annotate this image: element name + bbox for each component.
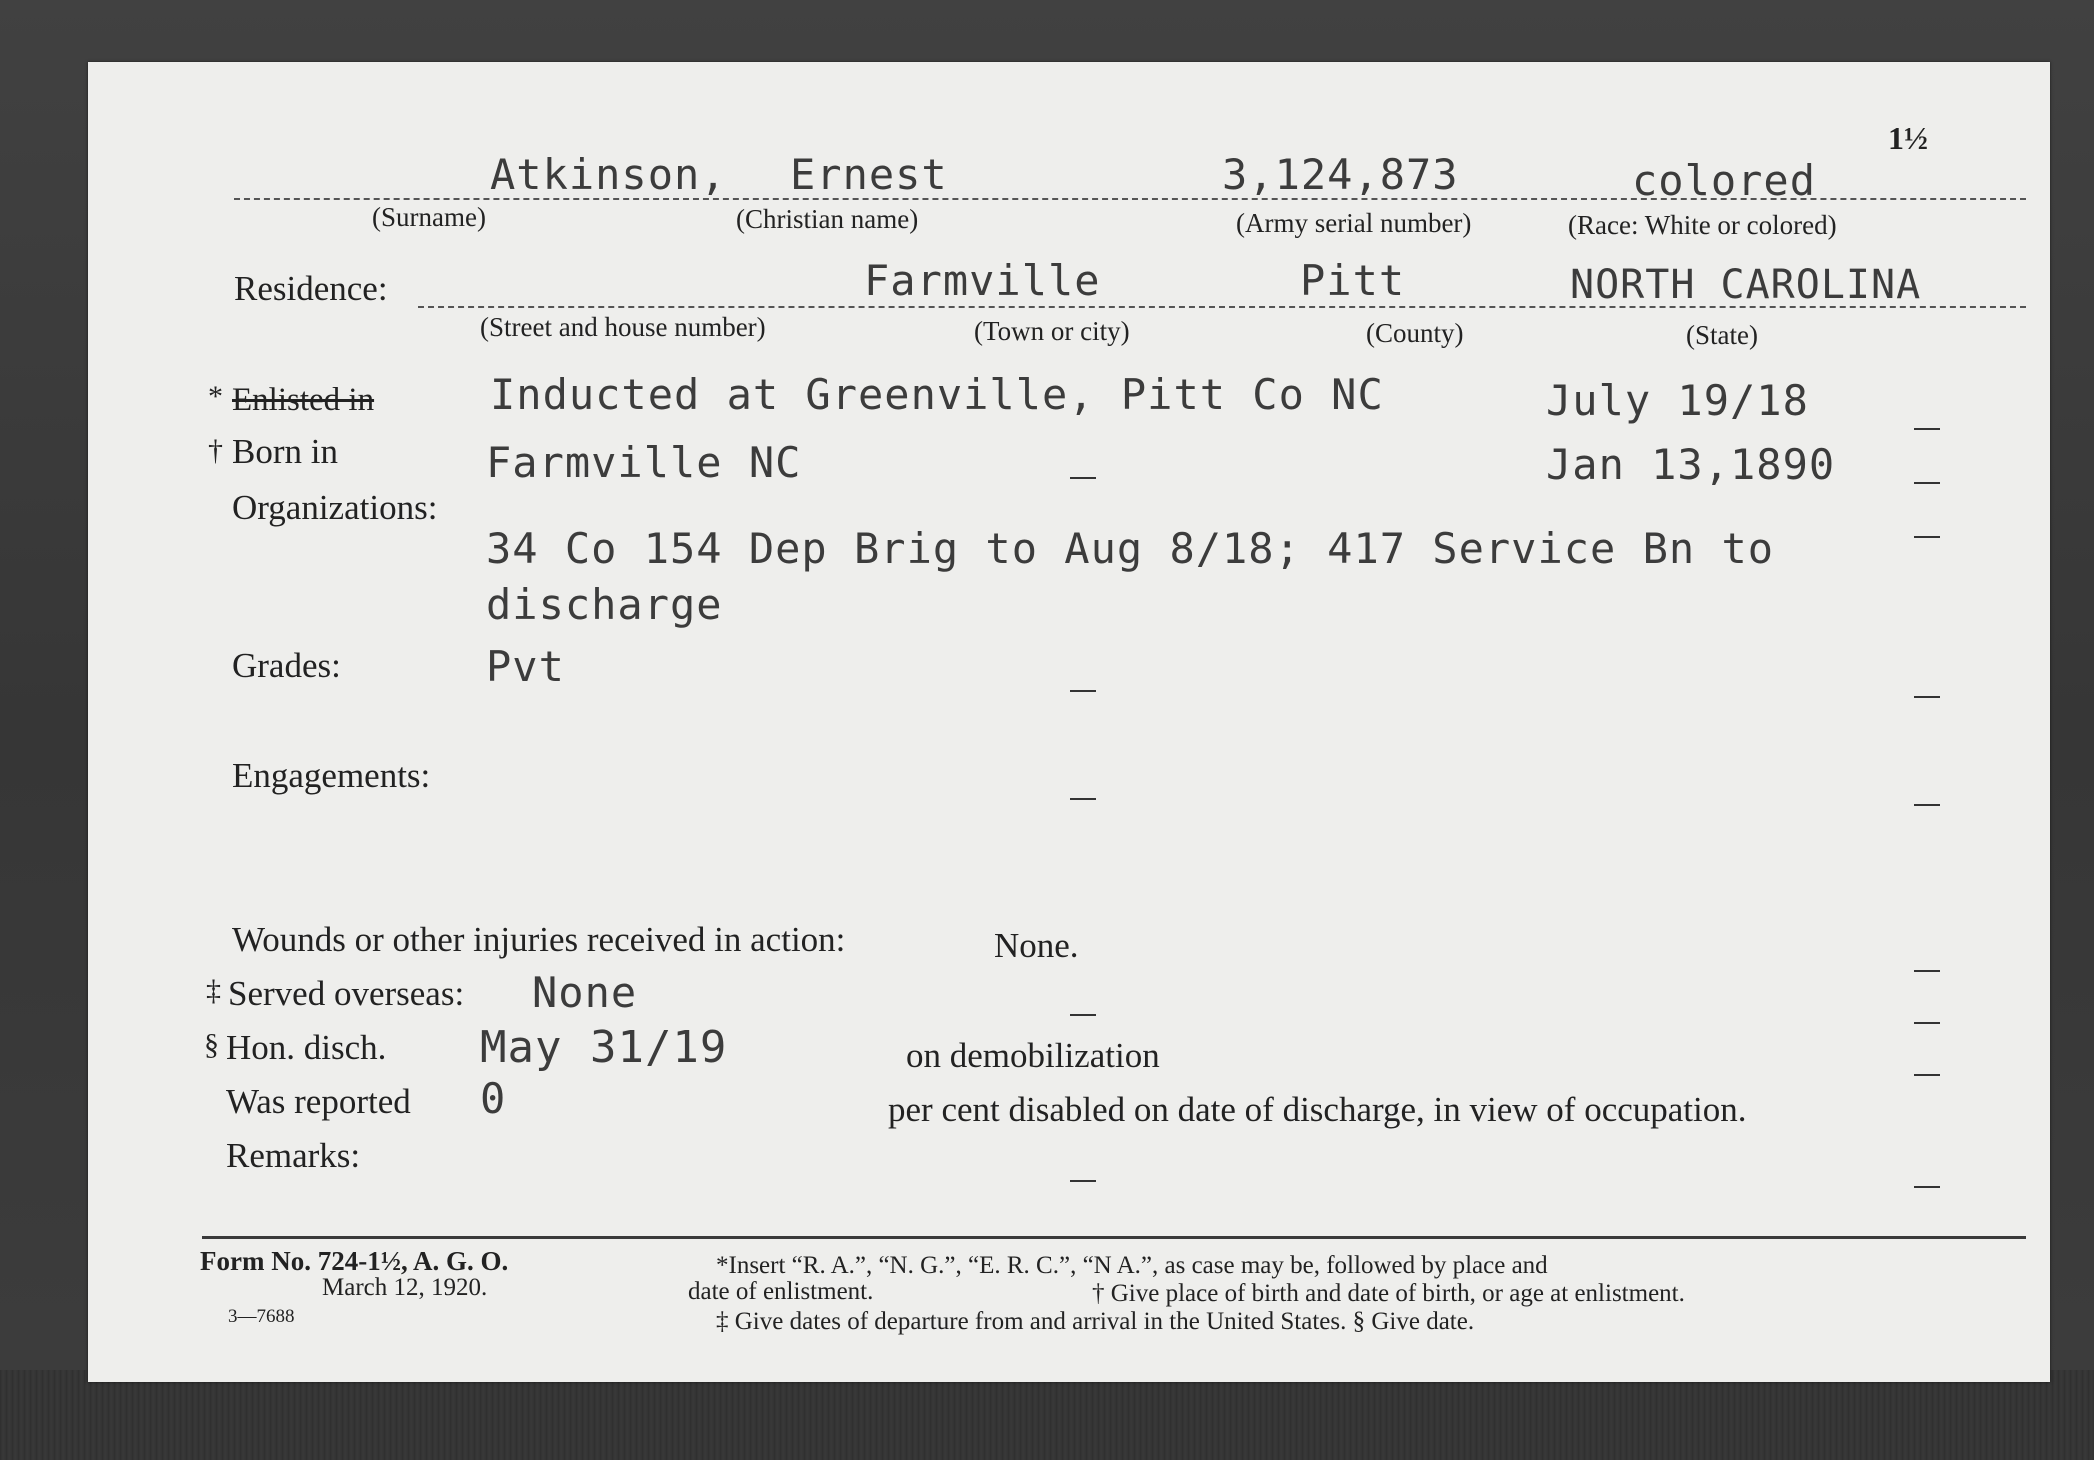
- footnote-overseas: ‡ Give dates of departure from and arrival in the United States. § Give date.: [716, 1308, 1475, 1335]
- overseas-label: Served overseas:: [228, 974, 465, 1013]
- enlisted-end-dash: [1914, 428, 1940, 430]
- wounds-end-dash: [1914, 970, 1940, 972]
- organizations-end-dash: [1914, 536, 1940, 538]
- discharge-label: Hon. disch.: [226, 1028, 387, 1067]
- enlisted-marker: *: [208, 380, 223, 413]
- enlisted-label: Enlisted in: [232, 382, 375, 418]
- state-caption: (State): [1686, 320, 1758, 350]
- reported-label: Was reported: [226, 1082, 411, 1121]
- overseas-value: None: [532, 968, 638, 1017]
- grades-end-dash: [1914, 696, 1940, 698]
- record-card: [88, 62, 2050, 1382]
- remarks-end-dash: [1914, 1186, 1940, 1188]
- street-caption: (Street and house number): [480, 312, 766, 342]
- footnote-enlistment: *Insert “R. A.”, “N. G.”, “E. R. C.”, “N A.”, as case may be, followed by place and: [716, 1252, 1548, 1279]
- residence-rule: [418, 306, 2026, 308]
- christian-name-value: Ernest: [790, 150, 948, 199]
- surname-caption: (Surname): [372, 202, 486, 232]
- engagements-mid-dash: [1070, 798, 1096, 800]
- discharge-end-dash: [1914, 1074, 1940, 1076]
- enlisted-value: Inducted at Greenville, Pitt Co NC: [490, 370, 1384, 419]
- residence-county-value: Pitt: [1300, 256, 1406, 305]
- surname-value: Atkinson,: [490, 150, 727, 199]
- remarks-mid-dash: [1070, 1180, 1096, 1182]
- organizations-line1: 34 Co 154 Dep Brig to Aug 8/18; 417 Service Bn to: [486, 524, 1775, 573]
- organizations-label: Organizations:: [232, 488, 438, 527]
- race-caption: (Race: White or colored): [1568, 210, 1837, 240]
- residence-label: Residence:: [234, 269, 388, 308]
- born-marker: †: [208, 434, 223, 467]
- overseas-end-dash: [1914, 1022, 1940, 1024]
- form-number: Form No. 724-1½, A. G. O.: [200, 1246, 509, 1276]
- organizations-line2: discharge: [486, 580, 723, 629]
- page-marker: 1½: [1888, 120, 1928, 156]
- scan-edge-strip: [0, 1370, 2094, 1460]
- footer-rule: [202, 1236, 2026, 1239]
- header-rule: [234, 198, 2026, 200]
- reported-note: per cent disabled on date of discharge, in view of occupation.: [888, 1090, 1747, 1129]
- form-code: 3—7688: [228, 1306, 295, 1327]
- discharge-marker: §: [204, 1028, 219, 1061]
- born-mid-dash: [1070, 477, 1096, 479]
- christian-name-caption: (Christian name): [736, 204, 919, 234]
- serial-number-caption: (Army serial number): [1236, 208, 1472, 238]
- overseas-mid-dash: [1070, 1014, 1096, 1016]
- grades-value: Pvt: [486, 642, 565, 691]
- residence-town-value: Farmville: [864, 256, 1101, 305]
- remarks-label: Remarks:: [226, 1136, 361, 1175]
- born-value: Farmville NC: [486, 438, 802, 487]
- born-label: Born in: [232, 432, 338, 471]
- footnote-birth: † Give place of birth and date of birth, or age at enlistment.: [1092, 1280, 1685, 1307]
- grades-label: Grades:: [232, 646, 341, 685]
- grades-mid-dash: [1070, 690, 1096, 692]
- serial-number-value: 3,124,873: [1222, 150, 1459, 199]
- town-caption: (Town or city): [974, 316, 1130, 346]
- county-caption: (County): [1366, 318, 1464, 348]
- discharge-note: on demobilization: [906, 1036, 1160, 1075]
- engagements-label: Engagements:: [232, 756, 431, 795]
- race-value: colored: [1632, 156, 1817, 205]
- born-end-dash: [1914, 482, 1940, 484]
- discharge-value: May 31/19: [480, 1022, 728, 1073]
- form-date: March 12, 1920.: [322, 1274, 488, 1301]
- overseas-marker: ‡: [206, 974, 221, 1007]
- reported-value: 0: [480, 1074, 507, 1123]
- wounds-value: None.: [994, 926, 1079, 965]
- residence-state-value: NORTH CAROLINA: [1570, 262, 1922, 308]
- born-date: Jan 13,1890: [1546, 440, 1836, 489]
- enlisted-date: July 19/18: [1546, 376, 1809, 425]
- wounds-label: Wounds or other injuries received in action:: [232, 920, 846, 959]
- engagements-end-dash: [1914, 804, 1940, 806]
- footnote-enlistment-cont: date of enlistment.: [688, 1278, 874, 1305]
